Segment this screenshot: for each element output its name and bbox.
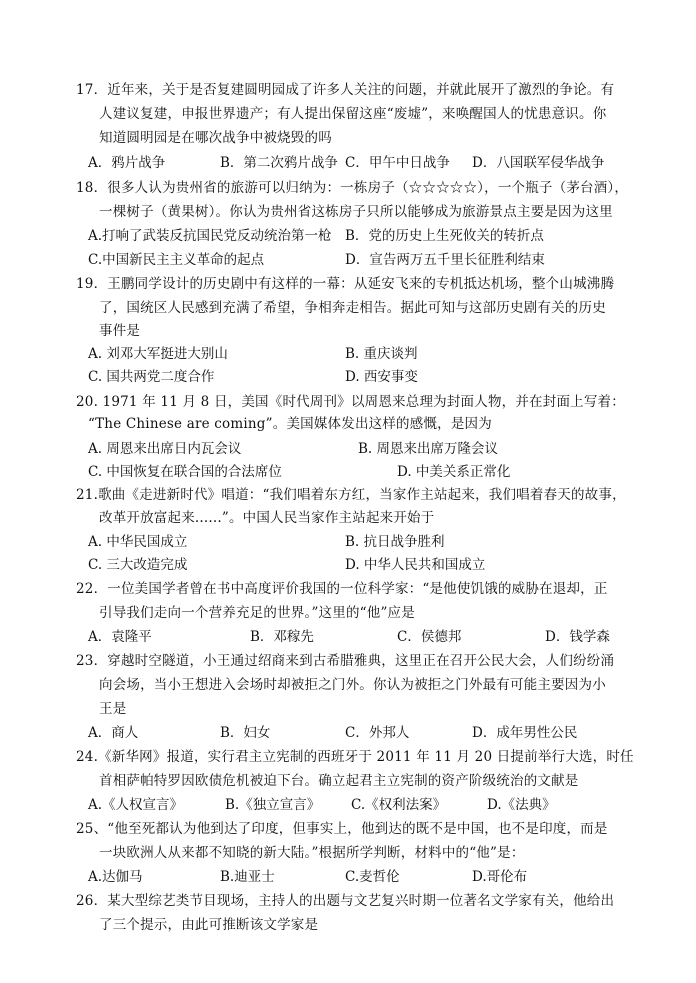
- q22-line-1: 22．一位美国学者曾在书中高度评价我国的一位科学家：“是他使饥饿的威胁在退却，正: [76, 581, 608, 597]
- q21-option-b: B. 抗日战争胜利: [345, 534, 445, 550]
- q18-option-b: B．党的历史上生死攸关的转折点: [345, 228, 544, 244]
- q21-option-d: D. 中华人民共和国成立: [345, 557, 486, 573]
- q17-option-a: A．鸦片战争: [88, 155, 166, 171]
- q20-option-d: D. 中美关系正常化: [397, 464, 511, 480]
- q20-option-b: B. 周恩来出席万隆会议: [358, 441, 499, 457]
- q25-option-c: C.麦哲伦: [345, 869, 400, 885]
- q26-line-1: 26．某大型综艺类节目现场，主持人的出题与文艺复兴时期一位著名文学家有关，他给出: [76, 893, 615, 909]
- q24-line-2: 首相萨帕特罗因欧债危机被迫下台。确立起君主立宪制的资产阶级统治的文献是: [99, 773, 579, 789]
- q23-option-a: A．商人: [88, 725, 139, 741]
- q19-line-1: 19．王鹏同学设计的历史剧中有这样的一幕：从延安飞来的专机抵达机场，整个山城沸腾: [76, 276, 615, 292]
- q18-line-1: 18．很多人认为贵州省的旅游可以归纳为：一栋房子（☆☆☆☆☆），一个瓶子（茅台酒），: [76, 180, 629, 196]
- q23-line-2: 向会场，当小王想进入会场时却被拒之门外。你认为被拒之门外最有可能主要因为小: [99, 677, 606, 693]
- q23-option-d: D．成年男性公民: [472, 725, 578, 741]
- q23-line-3: 王是: [99, 701, 127, 717]
- q22-option-c: C．侯德邦: [397, 629, 462, 645]
- q17-option-b: B．第二次鸦片战争: [220, 155, 338, 171]
- q26-line-2: 了三个提示，由此可推断该文学家是: [99, 917, 319, 933]
- q25-line-2: 一块欧洲人从来都不知晓的新大陆。”根据所学判断，材料中的“他”是：: [99, 845, 525, 861]
- q24-line-1: 24.《新华网》报道，实行君主立宪制的西班牙于 2011 年 11 月 20 日提前举行大选，时任: [76, 749, 634, 765]
- q17-line-3: 知道圆明园是在哪次战争中被烧毁的吗: [99, 130, 332, 146]
- q21-line-2: 改革开放富起来......”。中国人民当家作主站起来开始于: [99, 510, 435, 526]
- q20-option-c: C. 中国恢复在联合国的合法席位: [88, 464, 282, 480]
- q22-option-d: D．钱学森: [545, 629, 610, 645]
- q25-option-d: D.哥伦布: [472, 869, 528, 885]
- q23-option-c: C．外邦人: [345, 725, 410, 741]
- q19-line-2: 了，国统区人民感到充满了希望，争相奔走相告。据此可知与这部历史剧有关的历史: [99, 300, 606, 316]
- q19-option-d: D. 西安事变: [345, 369, 418, 385]
- q20-option-a: A. 周恩来出席日内瓦会议: [88, 441, 242, 457]
- q24-option-c: C.《权利法案》: [351, 797, 447, 813]
- q18-option-d: D．宣告两万五千里长征胜利结束: [345, 252, 545, 268]
- q20-line-2: “The Chinese are coming”。美国媒体发出这样的感慨，是因为: [88, 416, 492, 432]
- q21-option-c: C. 三大改造完成: [88, 557, 188, 573]
- q17-option-d: D．八国联军侵华战争: [472, 155, 605, 171]
- q19-line-3: 事件是: [99, 323, 141, 339]
- q22-option-a: A．袁隆平: [88, 629, 152, 645]
- q24-option-b: B.《独立宣言》: [225, 797, 321, 813]
- q25-option-a: A.达伽马: [88, 869, 143, 885]
- q22-line-2: 引导我们走向一个营养充足的世界。”这里的“他”应是: [99, 605, 415, 621]
- q18-option-c: C.中国新民主主义革命的起点: [88, 252, 265, 268]
- q21-option-a: A. 中华民国成立: [88, 534, 188, 550]
- q17-option-c: C．甲午中日战争: [345, 155, 450, 171]
- q23-option-b: B．妇女: [220, 725, 271, 741]
- q24-option-a: A.《人权宣言》: [88, 797, 184, 813]
- q17-line-2: 人建议复建，申报世界遗产；有人提出保留这座“废墟”，来唤醒国人的忧患意识。你: [99, 106, 607, 122]
- q25-line-1: 25、“他至死都认为他到达了印度，但事实上，他到达的既不是中国，也不是印度，而是: [76, 821, 608, 837]
- q22-option-b: B．邓稼先: [250, 629, 314, 645]
- q19-option-a: A. 刘邓大军挺进大别山: [88, 346, 228, 362]
- q20-line-1: 20. 1971 年 11 月 8 日，美国《时代周刊》以周恩来总理为封面人物，并在封面上写着：: [76, 394, 625, 410]
- q19-option-b: B. 重庆谈判: [345, 346, 418, 362]
- q24-option-d: D.《法典》: [487, 797, 556, 813]
- q25-option-b: B.迪亚士: [220, 869, 275, 885]
- q17-line-1: 17．近年来，关于是否复建圆明园成了许多人关注的问题，并就此展开了激烈的争论。有: [76, 82, 615, 98]
- q18-line-2: 一棵树子（黄果树）。你认为贵州省这栋房子只所以能够成为旅游景点主要是因为这里: [99, 204, 613, 220]
- q21-line-1: 21.歌曲《走进新时代》唱道：“我们唱着东方红，当家作主站起来，我们唱着春天的故事，: [76, 487, 626, 503]
- q23-line-1: 23．穿越时空隧道，小王通过绍商来到古希腊雅典，这里正在召开公民大会，人们纷纷涌: [76, 653, 615, 669]
- q18-option-a: A.打响了武装反抗国民党反动统治第一枪: [88, 228, 332, 244]
- q19-option-c: C. 国共两党二度合作: [88, 369, 215, 385]
